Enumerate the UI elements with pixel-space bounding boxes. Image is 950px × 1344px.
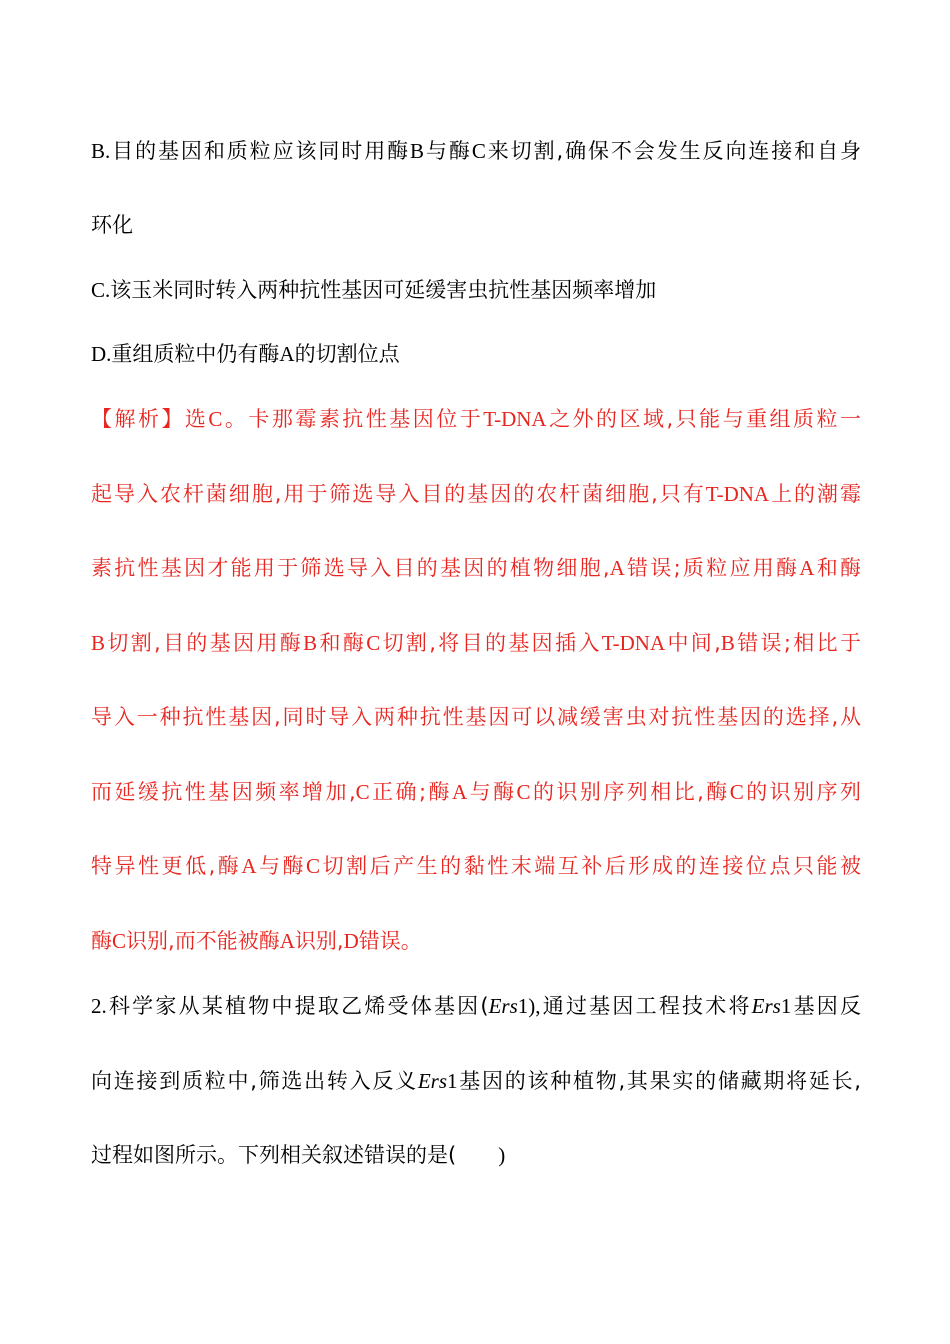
option-d xyxy=(91,339,861,369)
option-d-letter: D. xyxy=(91,342,112,366)
analysis-text: 的识别序列相比,酶 xyxy=(530,780,730,804)
analysis-text: 切割,目的基因用酶 xyxy=(105,631,304,655)
letter-ref: C xyxy=(355,780,370,804)
tdna-ref: T-DNA xyxy=(601,631,666,655)
option-b-text-3: 来切割,确保不会发生反向连接和自身 xyxy=(485,139,862,163)
question-2-line-1 xyxy=(91,991,861,1021)
option-c-text: 该玉米同时转入两种抗性基因可延缓害虫抗性基因频率增加 xyxy=(110,278,657,302)
question-text: 向连接到质粒中,筛选出转入反义 xyxy=(91,1069,418,1093)
analysis-text: 切割后产生的黏性末端互补后形成的连接位点只能被 xyxy=(320,854,861,878)
tdna-ref: T-DNA xyxy=(483,407,547,431)
option-c xyxy=(91,275,861,305)
analysis-text: 正确;酶 xyxy=(369,780,452,804)
analysis-line-3 xyxy=(91,553,861,583)
question-text: 基因的该种植物,其果实的储藏期将延长, xyxy=(457,1069,861,1093)
analysis-text: 中间, xyxy=(665,631,721,655)
option-b-text-2: 与酶 xyxy=(424,139,472,163)
analysis-line-7 xyxy=(91,851,861,881)
question-text: 过程如图所示。下列相关叙述错误的是( xyxy=(91,1143,457,1167)
analysis-text: 切割,将目的基因插入 xyxy=(380,631,602,655)
analysis-text: 错误;相比于 xyxy=(734,631,861,655)
letter-ref: C xyxy=(112,929,127,953)
analysis-text: 起导入农杆菌细胞,用于筛选导入目的基因的农杆菌细胞,只有 xyxy=(91,482,706,506)
question-2-line-2 xyxy=(91,1066,861,1096)
question-text: 1), xyxy=(517,994,541,1018)
analysis-text: 和酶 xyxy=(317,631,367,655)
option-b-text-4: 环化 xyxy=(91,213,133,237)
analysis-text: 导入一种抗性基因,同时导入两种抗性基因可以减缓害虫对抗性基因的选择,从 xyxy=(91,705,861,729)
question-text: 基因反 xyxy=(791,994,862,1018)
analysis-text: 识别, xyxy=(294,929,344,953)
analysis-line-6 xyxy=(91,777,861,807)
analysis-text: 与酶 xyxy=(256,854,307,878)
analysis-text: 。卡那霉素抗性基因位于 xyxy=(222,407,484,431)
analysis-line-1 xyxy=(91,404,861,434)
analysis-text: 酶 xyxy=(91,929,112,953)
letter-ref: B xyxy=(91,631,106,655)
letter-ref: B xyxy=(303,631,318,655)
question-text: 科学家从某植物中提取乙烯受体基因( xyxy=(106,994,489,1018)
letter-ref: C xyxy=(729,780,744,804)
gene-number: 1 xyxy=(780,994,792,1018)
letter-ref: A xyxy=(609,556,625,580)
option-b-text-1: 目的基因和质粒应该同时用酶 xyxy=(110,139,411,163)
option-b-line-2 xyxy=(91,210,861,240)
letter-ref: D xyxy=(343,929,359,953)
option-d-text-2: 的切割位点 xyxy=(294,342,400,366)
option-b-line-1 xyxy=(91,136,861,166)
analysis-line-8 xyxy=(91,926,861,956)
analysis-text: 的识别序列 xyxy=(743,780,862,804)
letter-ref: A xyxy=(452,780,468,804)
gene-name: Ers xyxy=(417,1069,448,1093)
enzyme-c-ref: C xyxy=(471,139,486,163)
enzyme-b-ref: B xyxy=(410,139,425,163)
gene-name: Ers xyxy=(488,994,518,1018)
letter-ref: A xyxy=(241,854,257,878)
gene-name: Ers xyxy=(751,994,781,1018)
analysis-text: 之外的区域,只能与重组质粒一 xyxy=(546,407,861,431)
gene-number: 1 xyxy=(447,1069,458,1093)
option-c-letter: C. xyxy=(91,278,111,302)
question-text: 通过基因工程技术将 xyxy=(540,994,752,1018)
enzyme-a-ref: A xyxy=(279,342,295,366)
question-text: ) xyxy=(498,1143,506,1167)
analysis-text: 与酶 xyxy=(467,780,517,804)
analysis-text: 上的潮霉 xyxy=(769,482,861,506)
tdna-ref: T-DNA xyxy=(705,482,770,506)
option-b-letter: B. xyxy=(91,139,111,163)
analysis-text: 错误。 xyxy=(358,929,422,953)
analysis-label: 【解析】选 xyxy=(91,407,209,431)
letter-ref: A xyxy=(799,556,815,580)
letter-ref: B xyxy=(720,631,735,655)
analysis-text: 而延缓抗性基因频率增加, xyxy=(91,780,356,804)
letter-ref: C xyxy=(366,631,381,655)
analysis-text: 错误;质粒应用酶 xyxy=(624,556,800,580)
option-d-text-1: 重组质粒中仍有酶 xyxy=(111,342,280,366)
analysis-line-4 xyxy=(91,628,861,658)
analysis-text: 识别,而不能被酶 xyxy=(126,929,280,953)
analysis-line-5 xyxy=(91,702,861,732)
analysis-text: 特异性更低,酶 xyxy=(91,854,242,878)
letter-ref: A xyxy=(279,929,295,953)
answer-blank xyxy=(456,1143,498,1167)
question-2-line-3 xyxy=(91,1140,861,1170)
analysis-text: 素抗性基因才能用于筛选导入目的基因的植物细胞, xyxy=(91,556,610,580)
analysis-line-2 xyxy=(91,479,861,509)
analysis-text: 和酶 xyxy=(814,556,861,580)
question-number: 2. xyxy=(91,994,107,1018)
letter-ref: C xyxy=(516,780,531,804)
answer-letter: C xyxy=(208,407,223,431)
letter-ref: C xyxy=(306,854,321,878)
